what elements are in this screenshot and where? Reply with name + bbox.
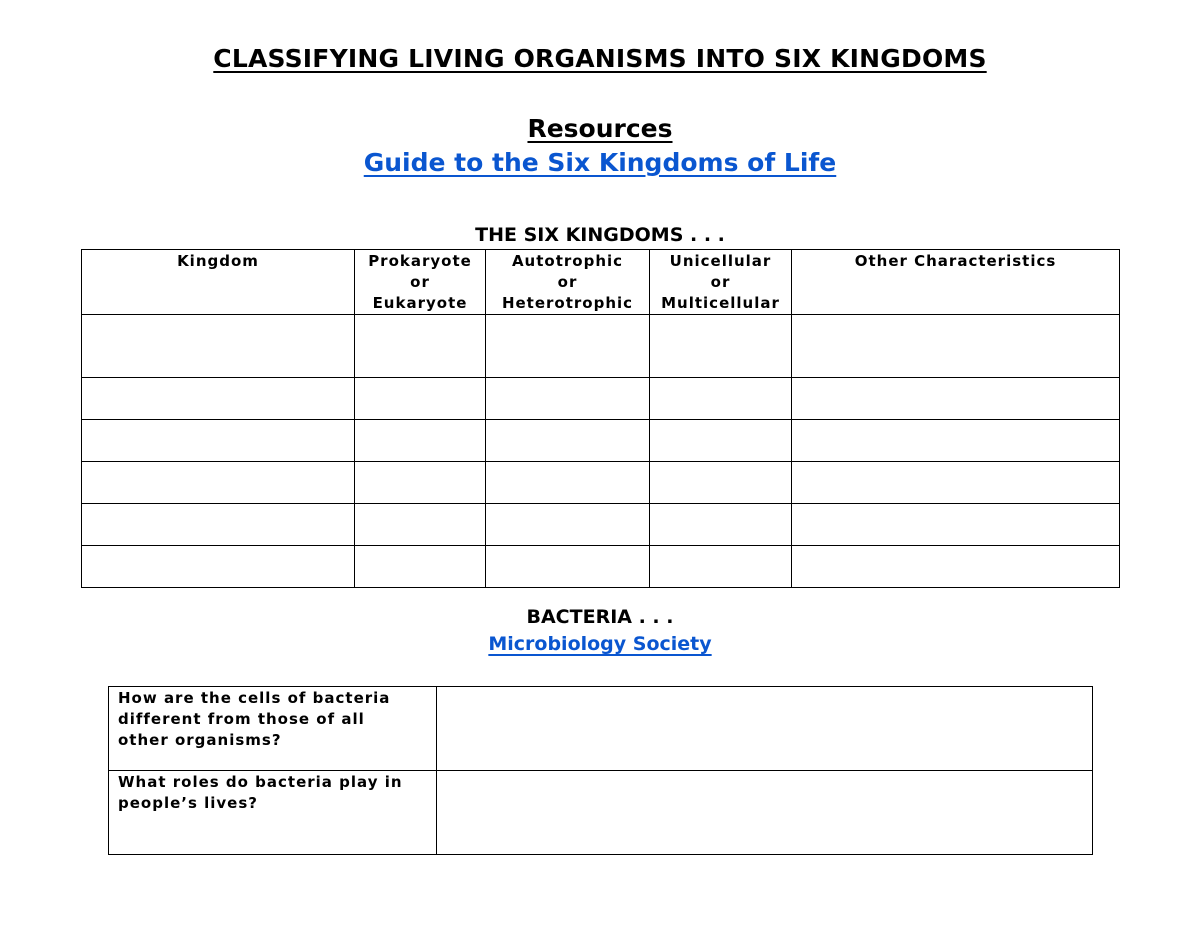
table-cell[interactable] xyxy=(82,315,355,378)
table-row xyxy=(82,315,1120,378)
question-cell: How are the cells of bacteria different from those of all other organisms? xyxy=(109,687,437,771)
six-kingdoms-table xyxy=(81,249,1120,588)
table-cell[interactable] xyxy=(650,378,792,420)
microbiology-society-link[interactable]: Microbiology Society xyxy=(488,633,712,655)
resources-heading: Resources xyxy=(527,114,673,143)
question-cell: What roles do bacteria play in people’s lives? xyxy=(109,771,437,855)
table-row xyxy=(82,378,1120,420)
document-title: CLASSIFYING LIVING ORGANISMS INTO SIX KINGDOMS xyxy=(213,44,987,73)
table-cell[interactable] xyxy=(486,420,650,462)
table-cell[interactable] xyxy=(486,315,650,378)
table-cell[interactable] xyxy=(355,378,486,420)
guide-to-six-kingdoms-link[interactable]: Guide to the Six Kingdoms of Life xyxy=(363,148,837,177)
six-kingdoms-heading: THE SIX KINGDOMS . . . xyxy=(475,224,725,246)
guide-link-wrapper xyxy=(0,148,1200,177)
table-cell[interactable] xyxy=(82,378,355,420)
answer-cell[interactable] xyxy=(437,687,1093,771)
table-cell[interactable] xyxy=(792,546,1120,588)
column-header-other-characteristics: Other Characteristics xyxy=(792,250,1120,315)
bacteria-heading: BACTERIA . . . xyxy=(526,606,674,628)
table-cell[interactable] xyxy=(792,462,1120,504)
table-cell[interactable] xyxy=(355,420,486,462)
answer-cell[interactable] xyxy=(437,771,1093,855)
table-cell[interactable] xyxy=(792,315,1120,378)
table-cell[interactable] xyxy=(82,504,355,546)
table-cell[interactable] xyxy=(650,315,792,378)
column-header-kingdom: Kingdom xyxy=(82,250,355,315)
table-cell[interactable] xyxy=(355,315,486,378)
microbiology-link-wrapper xyxy=(0,633,1200,655)
table-cell[interactable] xyxy=(792,420,1120,462)
column-header-prokaryote-eukaryote: Prokaryote or Eukaryote xyxy=(355,250,486,315)
table-row xyxy=(109,771,1093,855)
bacteria-questions-table xyxy=(108,686,1093,855)
table-cell[interactable] xyxy=(82,546,355,588)
table-cell[interactable] xyxy=(355,462,486,504)
table-cell[interactable] xyxy=(650,462,792,504)
table-cell[interactable] xyxy=(82,462,355,504)
table-cell[interactable] xyxy=(792,378,1120,420)
table-cell[interactable] xyxy=(355,546,486,588)
table-cell[interactable] xyxy=(486,462,650,504)
table-cell[interactable] xyxy=(486,546,650,588)
column-header-unicellular-multicellular: Unicellular or Multicellular xyxy=(650,250,792,315)
table-cell[interactable] xyxy=(486,504,650,546)
table-row xyxy=(82,462,1120,504)
table-row xyxy=(82,420,1120,462)
table-header-row xyxy=(82,250,1120,315)
table-cell[interactable] xyxy=(650,504,792,546)
table-cell[interactable] xyxy=(355,504,486,546)
column-header-autotrophic-heterotrophic: Autotrophic or Heterotrophic xyxy=(486,250,650,315)
table-row xyxy=(82,504,1120,546)
table-cell[interactable] xyxy=(650,420,792,462)
table-cell[interactable] xyxy=(486,378,650,420)
table-cell[interactable] xyxy=(650,546,792,588)
table-cell[interactable] xyxy=(792,504,1120,546)
table-row xyxy=(109,687,1093,771)
table-cell[interactable] xyxy=(82,420,355,462)
table-row xyxy=(82,546,1120,588)
